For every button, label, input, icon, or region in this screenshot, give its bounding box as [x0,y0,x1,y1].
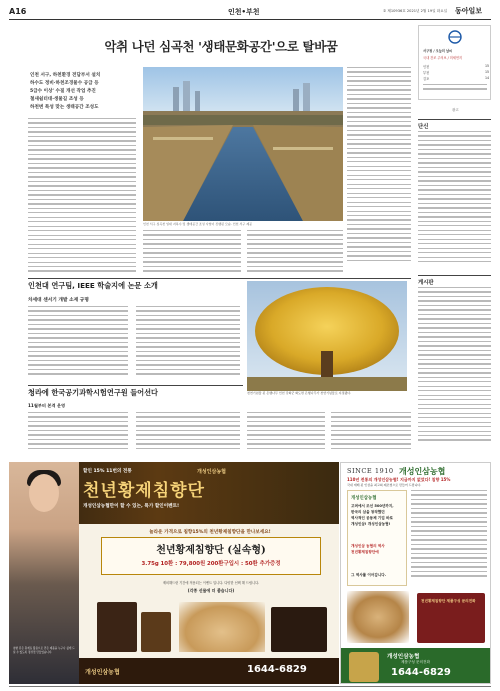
product-box-image [141,612,171,652]
weather-row: 김포 14 [423,76,489,81]
ad-badge: 할인 15% 11번의 전통 [83,469,132,474]
ad-logo: 개성인삼농협 [399,467,446,476]
lead-photo-caption: 인천 서구 심곡천 일대 지하수 및 생태공간 조성 사업이 진행된 모습. 인천 서구 제공 [143,222,252,226]
danshin-rule [418,119,491,120]
weather-row: 인천 15 [423,64,489,69]
story2-headline: 인천대 연구팀, IEEE 학술지에 논문 소개 [28,281,158,290]
weather-title: 서구청 / 오늘의 날씨 [423,49,453,53]
subhead-line: 철새쉼터대·생물길 조성 등 [30,97,84,102]
story3-headline: 청라에 한국공기과학시험연구원 들어선다 [28,388,158,397]
ad-panel-end: 그 역사를 이어갑니다. [351,573,387,577]
ad-call-panel [341,648,491,684]
ginkgo-photo-caption: 천연기념물 된 은행나무 인천 강화군 화도면 은행나무가 천연기념물로 지정됐다. [247,391,352,395]
ad-bonus-note: 제외해드린 기간에 적용되는 이벤트 입니다. 다양한 선택 해 드립니다. [162,581,260,585]
danshin-body [418,131,491,273]
lead-body-col-4 [347,67,411,276]
ginseng-image [179,602,265,652]
ginseng-image [347,591,409,643]
story3-body-col-4 [331,412,411,456]
issue-info: ② 제10936호 2021년 2월 19일 화요일 [383,9,448,13]
notice-rule [418,275,491,276]
ad-phone-number[interactable]: 1644-6829 [247,664,307,675]
subhead-line: 하천변 특성 맞는 생태공간 조성도 [30,105,99,110]
gift-bag-icon [349,652,379,682]
ad-panel-body: 고려에서 조선 500년까지, 한국의 삼을 창작했던 역사적인 공동체 기업 바로 개성인삼! 개성인삼농협! [351,504,394,526]
lead-body-col-2 [143,230,241,276]
lead-subhead [30,72,135,112]
ad-call-label: 제품구성 문의전화 [401,660,430,664]
story3-body-col-1 [28,412,128,456]
story2-body-col-2 [136,306,240,382]
subhead-line: 인천 서구, 하천환경 전담부서 설치 [30,73,101,78]
ad-product-box [101,537,321,575]
package-text: 천년황제침향단 제품구성 문의전화 [421,599,476,603]
ginkgo-tree-photo [247,281,407,391]
ad-gift-note: (각종 선물에 더 좋습니다) [187,588,235,593]
advertisement-left[interactable] [9,462,339,684]
ad-model-caption: 침향 같은 원재료 활용으로 만든 제품을 누구나 쉽게 드실 수 있도록 정성껏 만들었습니다. [13,647,75,654]
ad-panel-highlight: 개성인삼 농협의 역사 천년황제침향단에 [351,544,385,554]
product-box-image [97,602,137,652]
ad-product-name: 천년황제침향단 (실속형) [156,545,266,556]
ad-tagline: 110년 전통의 개성인삼농협! 지금까지 없었다! 침향 15% [347,477,451,482]
section-title: 인천•부천 [228,8,260,16]
ad-fine-print [411,490,487,586]
subhead-line: 하수도 정비·하천조경물수 공급 등 [30,81,99,86]
story3-rule [28,385,243,386]
weather-row: 부천 15 [423,70,489,75]
story3-body-col-3 [247,412,325,456]
ad-label: 광고 [452,108,459,112]
ad-phone-number[interactable]: 1644-6829 [391,667,451,678]
ad-subline: 국내 재배 된 인삼을 최고의 제조법으로 만들어 드립니다. [347,483,422,487]
ad-history-panel [347,490,407,586]
lead-body-col-1 [28,118,136,276]
subhead-line: 5급수 이상' 수질 개선 작업 추진 [30,89,96,94]
ad-call-brand: 개성인삼농협 [387,654,420,660]
ad-model-photo [9,462,79,684]
lead-headline: 악취 나던 심곡천 '생태문화공간'으로 탈바꿈 [104,39,338,54]
lead-body-col-3 [247,230,343,276]
notice-body [418,287,491,455]
footer-rule [9,686,491,687]
weather-headline: 국내 건조 주의보 / 미세먼지 [423,56,462,60]
ad-offer-intro: 놀라운 가격으로 침향15%의 천년황제침향단을 만나보세요! [149,530,271,535]
product-package-image [417,593,485,643]
page-number: A16 [9,7,27,16]
ad-title: 천년황제침향단 [83,481,205,501]
weather-box [418,25,491,100]
advertisement-right[interactable] [340,462,491,684]
story2-body-col-1 [28,306,128,382]
ad-call-bar [79,658,339,684]
ad-price: 3.75g 10환 : 79,800원 200환구입시 : 50환 추가증정 [141,561,281,567]
ad-call-brand: 개성인삼농협 [85,669,120,676]
header-rule [9,19,491,20]
weather-logo-icon [441,29,469,45]
ad-panel-title: 개성인삼농협 [351,496,377,501]
lead-photo [143,67,343,221]
story3-subhead: 11월부터 본격 운영 [28,403,66,408]
story3-body-col-2 [136,412,240,456]
ad-since: SINCE 1910 [347,467,394,475]
product-box-image [271,607,327,652]
story2-subhead: 차세대 센서기 개발 소재 규명 [28,298,89,303]
ad-slogan: 개성인삼농협만이 할 수 있는, 특가 할인이벤트! [83,504,180,509]
story2-rule [28,278,411,279]
masthead: 동아일보 [455,6,483,15]
notice-heading: 게시판 [418,280,434,286]
ad-brand: 개성인삼농협 [197,469,226,475]
danshin-heading: 단신 [418,124,429,130]
